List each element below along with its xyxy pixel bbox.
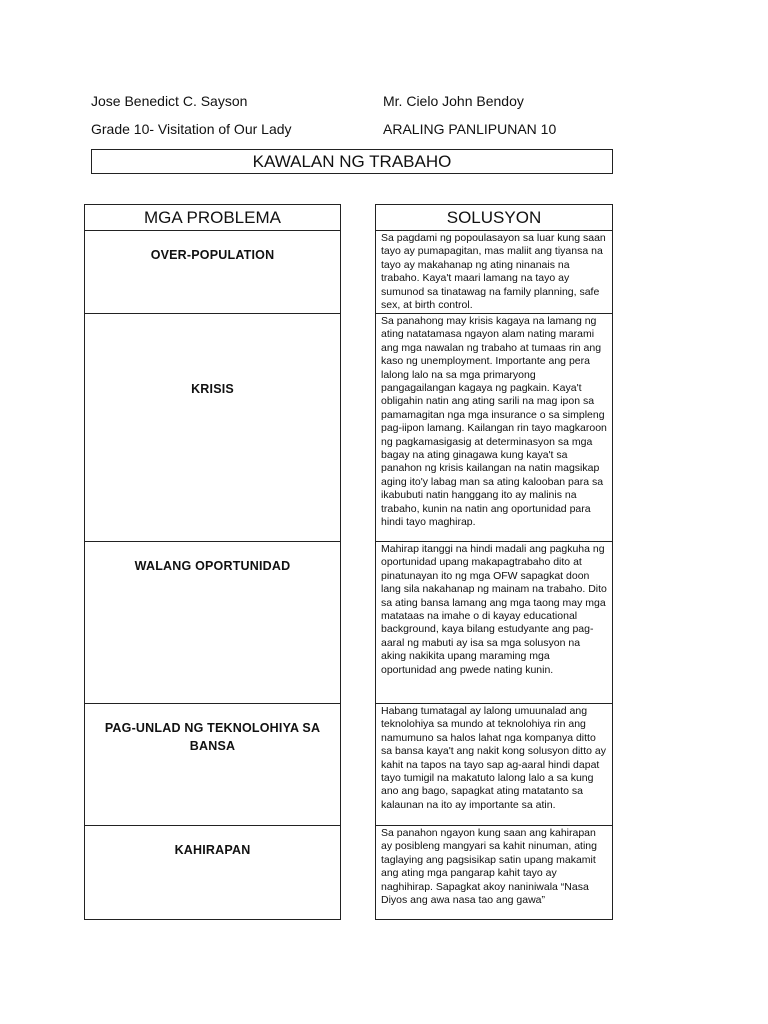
solution-cell: Sa pagdami ng popoulasayon sa luar kung saan tayo ay pumapagitan, mas maliit ang tiyansa na tayo ay makahanap ng ating ninanais na trabaho. Kaya't maari lamang na tayo ay sumunod sa tinatawag na family planning, safe sex, at birth control. <box>376 231 612 314</box>
solution-cell: Habang tumatagal ay lalong umuunalad ang teknolohiya sa mundo at teknolohiya rin ang namumuno sa halos lahat nga kompanya ditto sa bansa kaya't ang nakit kong solusyon ditto ay kahit na tapos na tayo sap ag-aaral hindi dapat tayo tumigil na makatuto lalong lalo a sa kung ano ang bago, sapagkat ating matatanto sa kalaunan na ito ay importante sa atin. <box>376 704 612 826</box>
student-name: Jose Benedict C. Sayson <box>91 93 248 109</box>
solution-cell: Sa panahon ngayon kung saan ang kahirapan ay posibleng mangyari sa kahit ninuman, ating taglaying ang pagsisikap satin upang makamit ang ating mga pangarap kahit tayo ay naghihirap. Sapagkat akoy naniniwala “Nasa Diyos ang awa nasa tao ang gawa” <box>381 827 597 907</box>
teacher-name: Mr. Cielo John Bendoy <box>383 93 524 109</box>
problem-label: WALANG OPORTUNIDAD <box>134 559 291 573</box>
document-title: KAWALAN NG TRABAHO <box>91 149 613 174</box>
problem-label: KRISIS <box>191 382 234 396</box>
problem-cell <box>85 826 340 919</box>
solution-cell: Mahirap itanggi na hindi madali ang pagkuha ng oportunidad upang makapagtrabaho dito at pinatunayan ito ng mga OFW sapagkat doon lang sila nakahanap ng mainam na trabaho. Dito sa ating bansa lamang ang mga taong may mga matataas na imahe o di kayay educational background, kaya bilang estudyante ang pag-aaral ng mabuti ay isa sa mga solusyon na aking nakikita upang maraming mga oportunidad ang pwede nating kunin. <box>376 542 612 704</box>
problem-cell <box>85 314 340 542</box>
problem-cell <box>85 704 340 826</box>
solutions-header: SOLUSYON <box>376 205 612 231</box>
problems-column <box>84 204 341 920</box>
solution-cell: Sa panahong may krisis kagaya na lamang ng ating natatamasa ngayon alam nating marami ang mga nawalan ng trabaho at tumaas rin ang kaso ng unemployment. Importante ang pera lalong lalo na sa mga primaryong pangagailangan kagaya ng pagkain. Kaya't obligahin natin ang ating sarili na mag ipon sa pamamagitan nga mga insurance o sa simpleng pag-iipon lamang. Kailangan rin tayo magkaroon ng pagkamasigasig at determinasyon sa mga bagay na ating ginagawa kung kaya't sa panahon ng krisis kailangan na natin magsikap aging ito'y labag man sa ating kalooban para sa ikabubuti natin hanggang ito ay malinis na trabaho, kunin na natin ang oportunidad para hindi tayo maghirap. <box>376 314 612 542</box>
problem-cell <box>85 231 340 314</box>
problem-label: OVER-POPULATION <box>150 248 275 262</box>
problem-label: PAG-UNLAD NG TEKNOLOHIYA SA BANSA <box>104 721 321 753</box>
problems-header: MGA PROBLEMA <box>85 205 340 231</box>
subject-name: ARALING PANLIPUNAN 10 <box>383 121 557 137</box>
problem-label: KAHIRAPAN <box>174 843 251 857</box>
problem-cell <box>85 542 340 704</box>
grade-section: Grade 10- Visitation of Our Lady <box>91 121 292 137</box>
solutions-column <box>375 204 613 920</box>
